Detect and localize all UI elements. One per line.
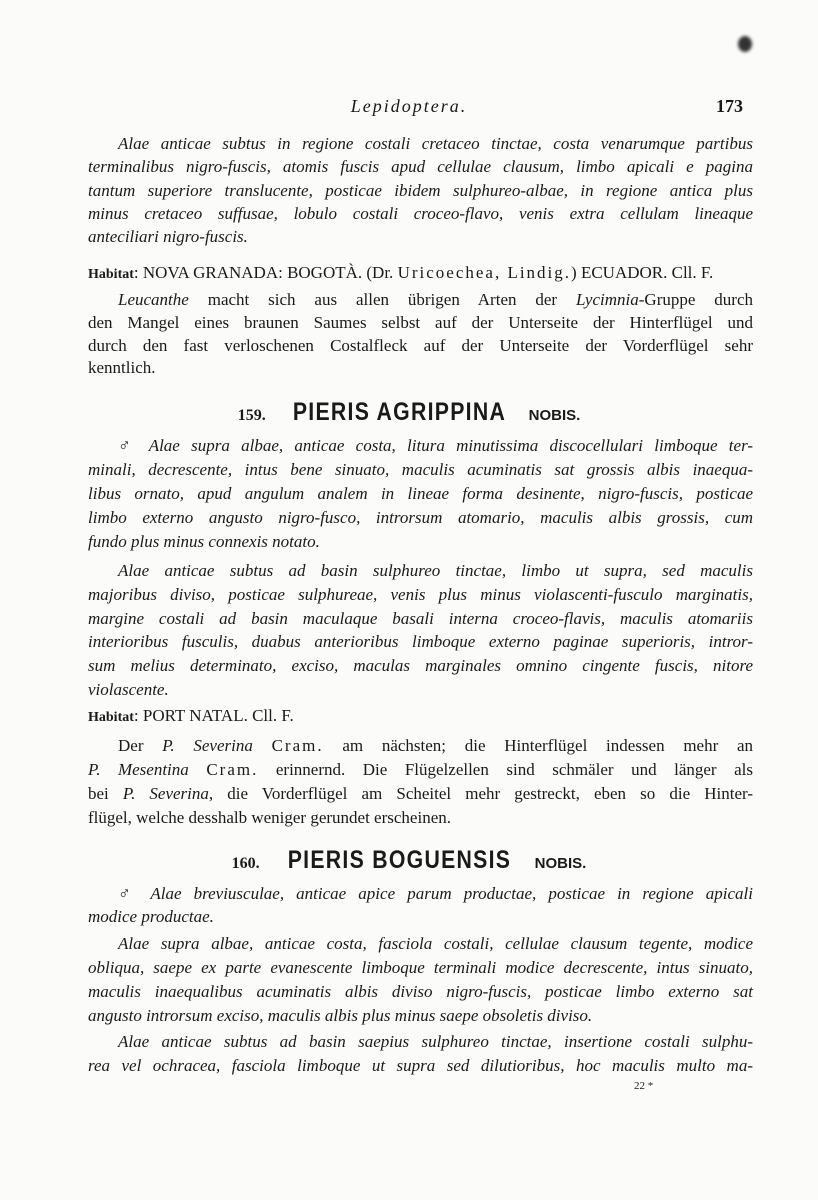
text-segment: tantum superiore translucente, posticae ibidem sulphureo-albae, in regione antica plus xyxy=(88,180,753,200)
habitat-agrippina xyxy=(88,704,753,727)
text-segment: am nächsten; die Hinterflügel indessen mehr an xyxy=(323,736,754,755)
habitat-label: Habitat xyxy=(88,710,134,725)
text-segment: margine costali ad basin maculaque basali interna croceo-flavis, maculis atomariis xyxy=(88,608,753,628)
text-segment: Alae anticae subtus ad basin saepius sulphureo tinctae, insertione costali sulphu- xyxy=(118,1032,753,1051)
para-boguensis-male xyxy=(88,883,753,928)
text-line xyxy=(88,654,753,678)
running-title: Lepidoptera. xyxy=(350,96,468,116)
text-segment: interioribus fusculis, duabus anterioribus limboque externo paginae superioris, intror- xyxy=(88,632,753,652)
text-segment: : PORT NATAL. Cll. F. xyxy=(133,706,294,725)
text-segment: -Gruppe durch xyxy=(638,290,753,309)
text-segment: minali, decrescente, intus bene sinuato, maculis acuminatis sat grossis albis inaequa- xyxy=(88,460,753,479)
text-line xyxy=(88,1030,753,1054)
text-line xyxy=(88,312,753,335)
text-line xyxy=(88,583,753,607)
text-segment: P. Mesentina xyxy=(88,760,189,779)
ink-blot xyxy=(738,36,752,52)
species-name: PIERIS AGRIPPINA xyxy=(292,398,506,426)
text-line xyxy=(88,155,753,178)
text-line xyxy=(88,335,753,358)
text-line xyxy=(88,530,753,554)
text-segment: modice productae. xyxy=(88,906,214,926)
text-line xyxy=(88,883,753,906)
para-boguensis-upperside xyxy=(88,932,753,1028)
text-line xyxy=(88,458,753,482)
text-segment: anteciliari nigro-fuscis. xyxy=(88,227,248,247)
text-line xyxy=(88,782,753,806)
text-line xyxy=(88,734,753,758)
text-segment: rea vel ochracea, fasciola limboque ut supra sed dilutioribus, hoc maculis multo ma- xyxy=(88,1055,753,1075)
text-segment: : NOVA GRANADA: BOGOTÀ. (Dr. xyxy=(133,263,398,282)
species-heading-159 xyxy=(0,398,818,427)
text-line xyxy=(88,932,753,956)
text-segment: Alae supra albae, anticae costa, fasciola costali, cellulae clausum tegente, modice xyxy=(118,934,753,953)
text-segment: flügel, welche desshalb weniger gerundet erscheinen. xyxy=(88,808,451,827)
species-number: 160. xyxy=(231,855,260,872)
text-segment: erinnernd. Die Flügelzellen sind schmäler und länger als xyxy=(258,760,753,779)
text-segment: Cram. xyxy=(206,760,259,779)
text-line xyxy=(88,261,753,284)
text-segment: angusto introrsum exciso, maculis albis plus minus saepe obsoletis diviso. xyxy=(88,1006,593,1025)
species-heading-160 xyxy=(0,846,818,875)
para-agrippina-german xyxy=(88,734,753,830)
text-line xyxy=(88,357,753,380)
text-segment: maculis inaequalibus acuminatis albis diviso nigro-fuscis, posticae limbo externo sat xyxy=(88,982,753,1001)
text-segment: Lycimnia xyxy=(575,290,639,309)
text-segment xyxy=(189,760,207,779)
text-line xyxy=(88,506,753,530)
text-segment: minus cretaceo suffusae, lobulo costali croceo-flavo, venis extra cellulam lineaque xyxy=(88,203,753,223)
species-author: NOBIS. xyxy=(534,855,587,872)
text-segment: obliqua, saepe ex parte evanescente limboque terminali modice decrescente, intus sinuato, xyxy=(88,958,753,977)
text-segment: macht sich aus allen übrigen Arten der xyxy=(188,290,576,309)
text-line xyxy=(88,607,753,631)
text-line xyxy=(88,806,753,830)
para-leucanthe-german xyxy=(88,289,753,380)
text-segment: limbo externo angusto nigro-fusco, introrsum atomario, maculis albis grossis, cum xyxy=(88,508,753,527)
text-line xyxy=(88,132,753,155)
text-line xyxy=(88,678,753,702)
habitat-label: Habitat xyxy=(88,267,134,282)
text-segment: durch den fast verloschenen Costalfleck auf der Unterseite der Vorderflügel sehr xyxy=(88,335,753,355)
text-segment: libus ornato, apud angulum analem in lineae forma desinente, nigro-fuscis, posticae xyxy=(88,484,753,503)
text-segment: Alae anticae subtus ad basin sulphureo tinctae, limbo ut supra, sed maculis xyxy=(118,561,753,580)
text-line xyxy=(88,980,753,1004)
text-line xyxy=(88,758,753,782)
text-line xyxy=(88,630,753,654)
text-line xyxy=(88,289,753,312)
text-line xyxy=(88,1054,753,1078)
text-segment: Der xyxy=(118,736,163,755)
text-line xyxy=(88,202,753,225)
text-line xyxy=(88,559,753,583)
text-segment: kenntlich. xyxy=(88,358,156,378)
para-boguensis-underside xyxy=(88,1030,753,1077)
para-agrippina-underside xyxy=(88,559,753,702)
page-number: 173 xyxy=(716,96,743,116)
text-line xyxy=(88,482,753,506)
text-segment xyxy=(253,736,272,755)
text-line xyxy=(88,434,753,458)
text-line xyxy=(88,956,753,980)
signature-mark: 22 * xyxy=(634,1080,654,1092)
text-segment: Cram. xyxy=(271,736,324,755)
text-line xyxy=(88,906,753,929)
text-segment: ) ECUADOR. Cll. F. xyxy=(571,263,714,282)
species-number: 159. xyxy=(237,407,266,424)
text-segment: bei xyxy=(88,784,123,803)
habitat-leucanthe xyxy=(88,261,753,284)
text-segment: ♂ Alae breviusculae, anticae apice parum productae, posticae in regione apicali xyxy=(118,884,753,903)
text-line xyxy=(88,225,753,248)
text-segment: den Mangel eines braunen Saumes selbst auf der Unterseite der Hinterflügel und xyxy=(88,312,753,332)
para-agrippina-male xyxy=(88,434,753,554)
text-segment: terminalibus nigro-fuscis, atomis fuscis apud cellulae clausum, limbo apicali e pagina xyxy=(88,157,753,177)
para-leucanthe-latin xyxy=(88,132,753,248)
text-line xyxy=(88,1004,753,1028)
text-segment: Uricoechea, Lindig. xyxy=(397,263,572,282)
text-segment: , die Vorderflügel am Scheitel mehr gestreckt, eben so die Hinter- xyxy=(208,784,753,803)
text-segment: majoribus diviso, posticae sulphureae, venis plus minus violascenti-fusculo marginatis, xyxy=(88,584,753,604)
text-line xyxy=(88,179,753,202)
text-segment: Leucanthe xyxy=(118,290,189,309)
species-author: NOBIS. xyxy=(528,407,581,424)
text-segment: Alae anticae subtus in regione costali cretaceo tinctae, costa venarumque partibus xyxy=(118,134,753,153)
text-segment: P. Severina xyxy=(122,784,209,803)
text-segment: sum melius determinato, exciso, maculas marginales omnino cingente fuscis, nitore xyxy=(88,656,753,676)
text-segment: fundo plus minus connexis notato. xyxy=(88,532,320,551)
text-segment: P. Severina xyxy=(162,736,253,755)
text-line xyxy=(88,704,753,727)
species-name: PIERIS BOGUENSIS xyxy=(287,846,511,874)
text-segment: ♂ Alae supra albae, anticae costa, litura minutissima discocellulari limboque ter- xyxy=(118,436,753,455)
text-segment: violascente. xyxy=(88,679,169,699)
